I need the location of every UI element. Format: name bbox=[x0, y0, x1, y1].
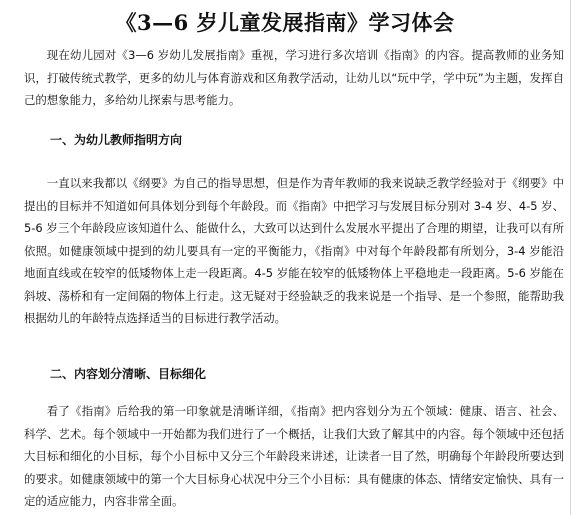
section-heading-1: 一、为幼儿教师指明方向 bbox=[50, 133, 183, 147]
section-heading-2: 二、内容划分清晰、目标细化 bbox=[50, 367, 207, 381]
document-title: 《3—6 岁儿童发展指南》学习体会 bbox=[115, 10, 455, 35]
intro-paragraph: 现在幼儿园对《3—6 岁幼儿发展指南》重视，学习进行多次培训《指南》的内容。提高教师的业务知识，打破传统式教学，更多的幼儿与体育游戏和区角教学活动，让幼儿以“玩中学，学中玩”为主题，发挥自己的想象能力，多给幼儿探索与思考能力。 bbox=[24, 48, 564, 107]
page-right-edge bbox=[570, 0, 580, 515]
section-body-1: 一直以来我都以《纲要》为自己的指导思想，但是作为青年教师的我来说缺乏教学经验对于《纲要》中提出的目标并不知道如何具体划分到每个年龄段。而《指南》中把学习与发展目标分别对 3-4 岁、4-5 岁、5-6 岁三个年龄段应该知道什么、能做什么，大致可以达到什么发展水平提出了合理的期望，让我可以有所依照。如健康领域中提到的幼儿要具有一定的平衡能力，《指南》中对每个年龄段都有所划分，3-4 岁能沿地面直线或在较窄的低矮物体上走一段距离。4-5 岁能在较窄的低矮物体上平稳地走一段距离。5-6 岁能在斜坡、荡桥和有一定间隔的物体上行走。这无疑对于经验缺乏的我来说是一个指导、是一个参照，能帮助我根据幼儿的年龄特点选择适当的目标进行教学活动。 bbox=[24, 176, 564, 325]
section-body-2: 看了《指南》后给我的第一印象就是清晰详细，《指南》把内容划分为五个领域：健康、语言、社会、科学、艺术。每个领域中一开始都为我们进行了一个概括，让我们大致了解其中的内容。每个领域中还包括大目标和细化的小目标，每个小目标中又分三个年龄段来讲述，让读者一目了然，明确每个年龄段所要达到的要求。如健康领域中的第一个大目标身心状况中分三个小目标：具有健康的体态、情绪安定愉快、具有一定的适应能力，内容非常全面。 bbox=[24, 404, 564, 508]
